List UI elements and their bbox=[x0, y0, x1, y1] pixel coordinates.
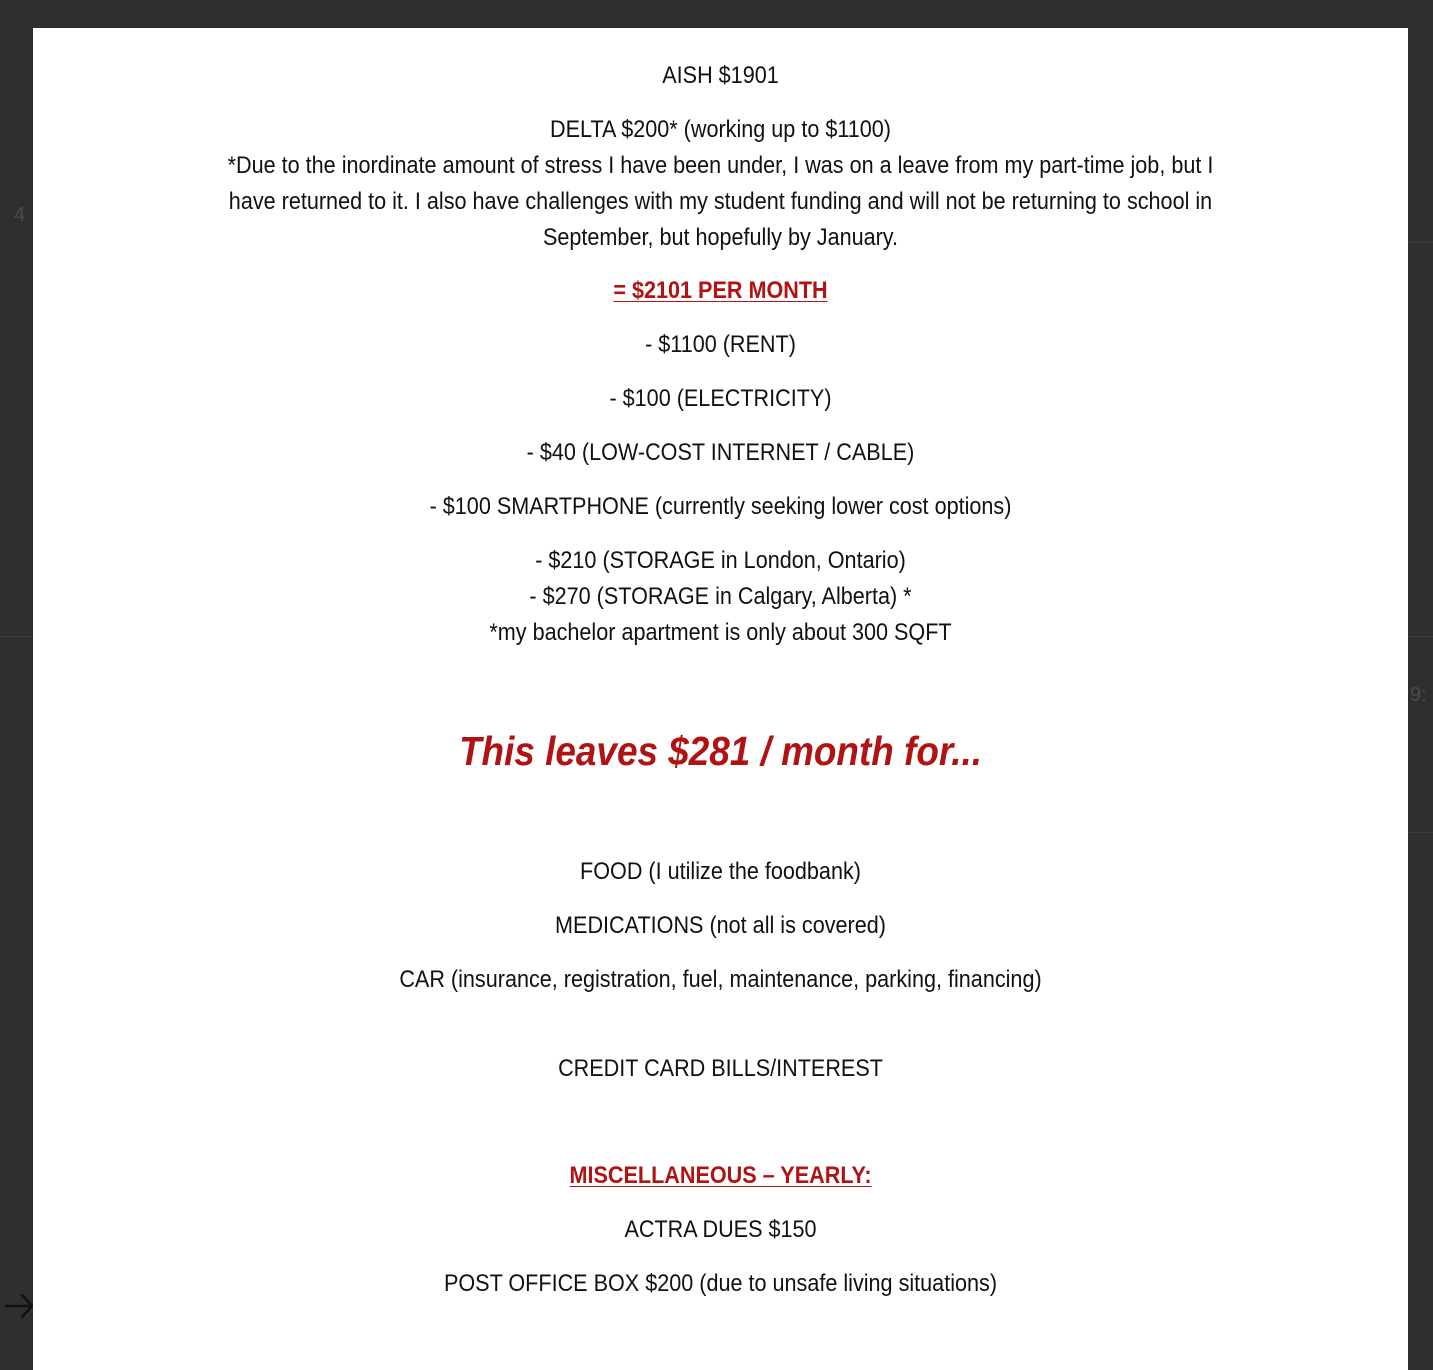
backdrop-divider bbox=[1408, 242, 1433, 243]
arrow-right-icon[interactable] bbox=[2, 1286, 34, 1326]
remaining-medications: MEDICATIONS (not all is covered) bbox=[555, 912, 886, 939]
remaining-car: CAR (insurance, registration, fuel, maintenance, parking, financing) bbox=[399, 966, 1042, 993]
yearly-po-box: POST OFFICE BOX $200 (due to unsafe living situations) bbox=[443, 1270, 998, 1297]
expense-electricity: - $100 (ELECTRICITY) bbox=[609, 385, 832, 412]
backdrop-fragment-right: 9: bbox=[1410, 684, 1427, 706]
expense-smartphone: - $100 SMARTPHONE (currently seeking lower cost options) bbox=[429, 493, 1012, 520]
income-note-line: *Due to the inordinate amount of stress I have been under, I was on a leave from my part-time job, but I bbox=[227, 152, 1214, 179]
income-aish: AISH $1901 bbox=[662, 62, 779, 89]
summary-leaves: This leaves $281 / month for... bbox=[459, 728, 982, 774]
expense-rent: - $1100 (RENT) bbox=[645, 331, 796, 358]
expense-storage-london: - $210 (STORAGE in London, Ontario) bbox=[535, 547, 906, 574]
expense-storage-note: *my bachelor apartment is only about 300 SQFT bbox=[489, 619, 952, 646]
income-total-heading bbox=[102, 273, 1340, 309]
yearly-actra: ACTRA DUES $150 bbox=[624, 1216, 817, 1243]
backdrop-divider bbox=[1408, 832, 1433, 833]
expense-storage-calgary: - $270 (STORAGE in Calgary, Alberta) * bbox=[529, 583, 912, 610]
income-delta: DELTA $200* (working up to $1100) bbox=[549, 116, 891, 143]
backdrop-fragment-left: 4 bbox=[14, 204, 26, 226]
income-note-line: have returned to it. I also have challenges with my student funding and will not be returning to school in bbox=[228, 188, 1213, 215]
yearly-heading: MISCELLANEOUS – YEARLY: bbox=[569, 1162, 872, 1189]
backdrop-divider bbox=[0, 636, 33, 637]
income-total: = $2101 PER MONTH bbox=[613, 277, 828, 304]
income-note-line: September, but hopefully by January. bbox=[542, 224, 899, 251]
expense-internet: - $40 (LOW-COST INTERNET / CABLE) bbox=[526, 439, 915, 466]
yearly-heading-row bbox=[102, 1158, 1340, 1194]
backdrop-divider bbox=[1408, 636, 1433, 637]
remaining-food: FOOD (I utilize the foodbank) bbox=[580, 858, 861, 885]
remaining-credit: CREDIT CARD BILLS/INTEREST bbox=[558, 1055, 883, 1082]
document-page bbox=[33, 28, 1408, 1370]
